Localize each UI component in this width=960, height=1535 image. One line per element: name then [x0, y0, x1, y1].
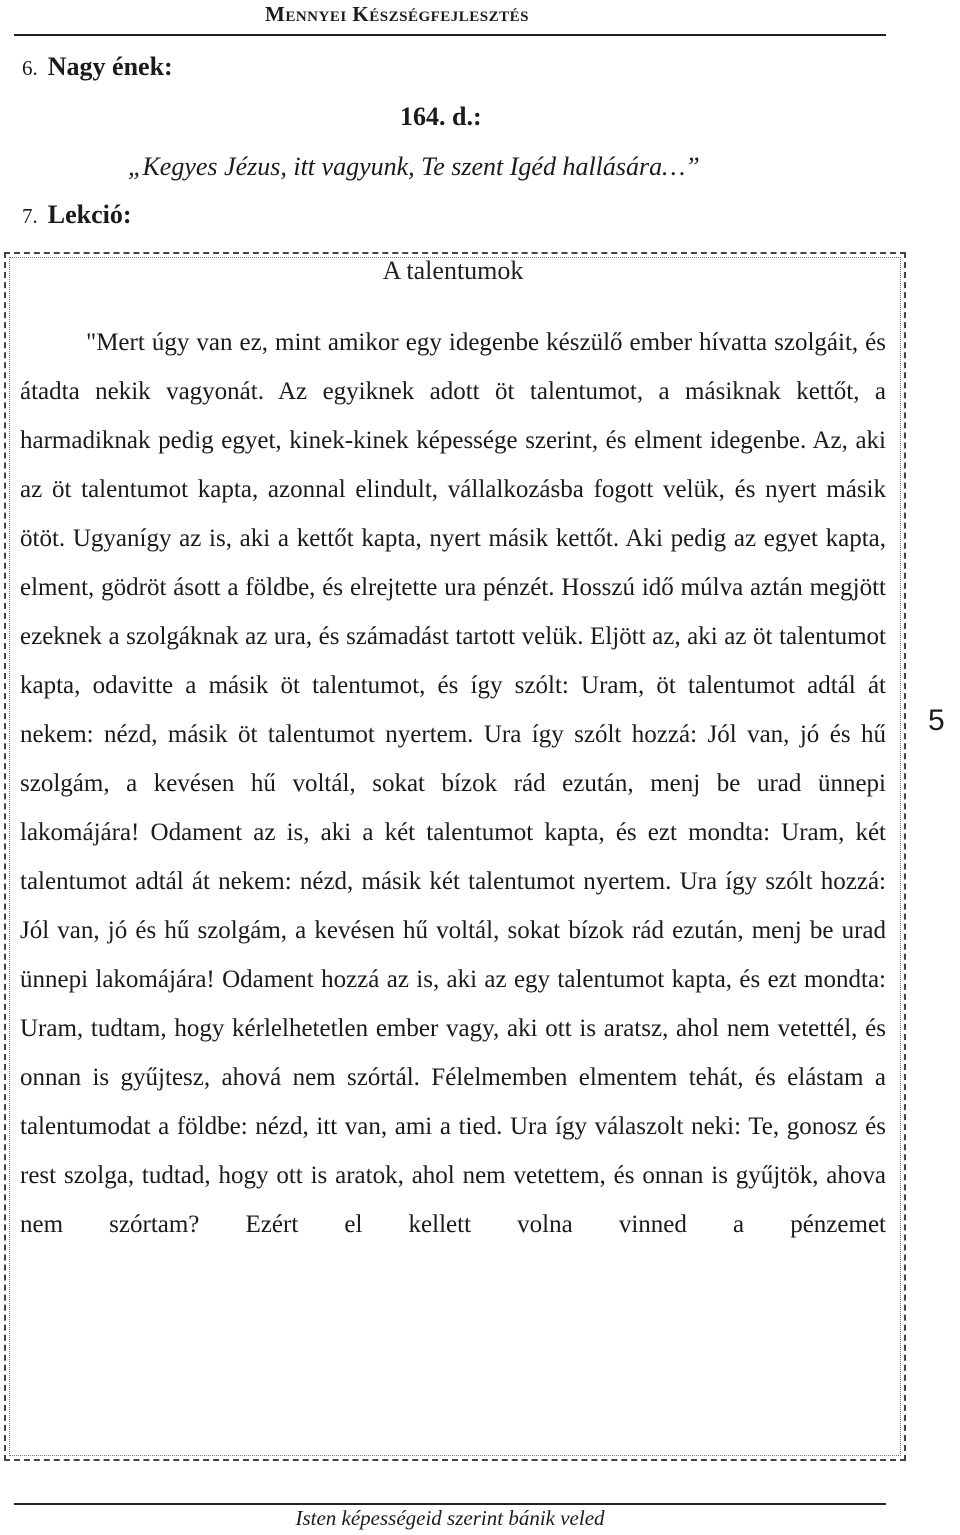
item-6-heading: [22, 52, 173, 82]
hymn-number: 164. d.:: [400, 102, 482, 131]
hymn-first-line: „Kegyes Jézus, itt vagyunk, Te szent Igéd hallására…”: [128, 152, 700, 181]
item-6-number: 6.: [22, 56, 38, 80]
lesson-paragraph: "Mert úgy van ez, mint amikor egy idegenbe készülő ember hívatta szolgáit, és átadta nekik vagyonát. Az egyiknek adott öt talentumot, a másiknak kettőt, a harmadiknak pedig egyet, kinek-kinek képessége szerint, és elment idegenbe. Az, aki az öt talentumot kapta, azonnal elindult, vállalkozásba fogott velük, és nyert másik ötöt. Ugyanígy az is, aki a kettőt kapta, nyert másik kettőt. Aki pedig az egyet kapta, elment, gödröt ásott a földbe, és elrejtette ura pénzét. Hosszú idő múlva aztán megjött ezeknek a szolgáknak az ura, és számadást tartott velük. Eljött az, aki az öt talentumot kapta, odavitte a másik öt talentumot, és így szólt: Uram, öt talentumot adtál át nekem: nézd, másik öt talentumot nyertem. Ura így szólt hozzá: Jól van, jó és hű szolgám, a kevésen hű voltál, sokat bízok rád ezután, menj be urad ünnepi lakomájára! Odament az is, aki a két talentumot kapta, és ezt mondta: Uram, két talentumot adtál át nekem: nézd, másik két talentumot nyertem. Ura így szólt hozzá: Jól van, jó és hű szolgám, a kevésen hű voltál, sokat bízok rád ezután, menj be urad ünnepi lakomájára! Odament hozzá az is, aki az egy talentumot kapta, és ezt mondta: Uram, tudtam, hogy kérlelhetetlen ember vagy, aki ott is aratsz, ahol nem vetettél, és onnan is gyűjtesz, ahová nem szórtál. Félelmemben elmentem tehát, és elástam a talentumodat a földbe: nézd, itt van, ami a tied. Ura így válaszolt neki: Te, gonosz és rest szolga, tudtad, hogy ott is aratok, ahol nem vetettem, és onnan is gyűjtök, ahova nem szórtam? Ezért el kellett volna vinned a pénzemet: [20, 329, 886, 1238]
running-header-title: Mennyei Készségfejlesztés: [265, 2, 529, 26]
item-7-number: 7.: [22, 204, 38, 228]
footer-divider: [14, 1503, 886, 1505]
item-7-label: Lekció:: [47, 200, 132, 229]
header-divider: [14, 34, 886, 36]
lesson-title: A talentumok: [382, 256, 524, 285]
lesson-text: [20, 318, 886, 1249]
item-7-heading: [22, 200, 132, 230]
page-number: 5: [928, 704, 945, 737]
item-6-label: Nagy ének:: [47, 52, 173, 81]
running-footer: Isten képességeid szerint bánik veled: [295, 1506, 605, 1530]
